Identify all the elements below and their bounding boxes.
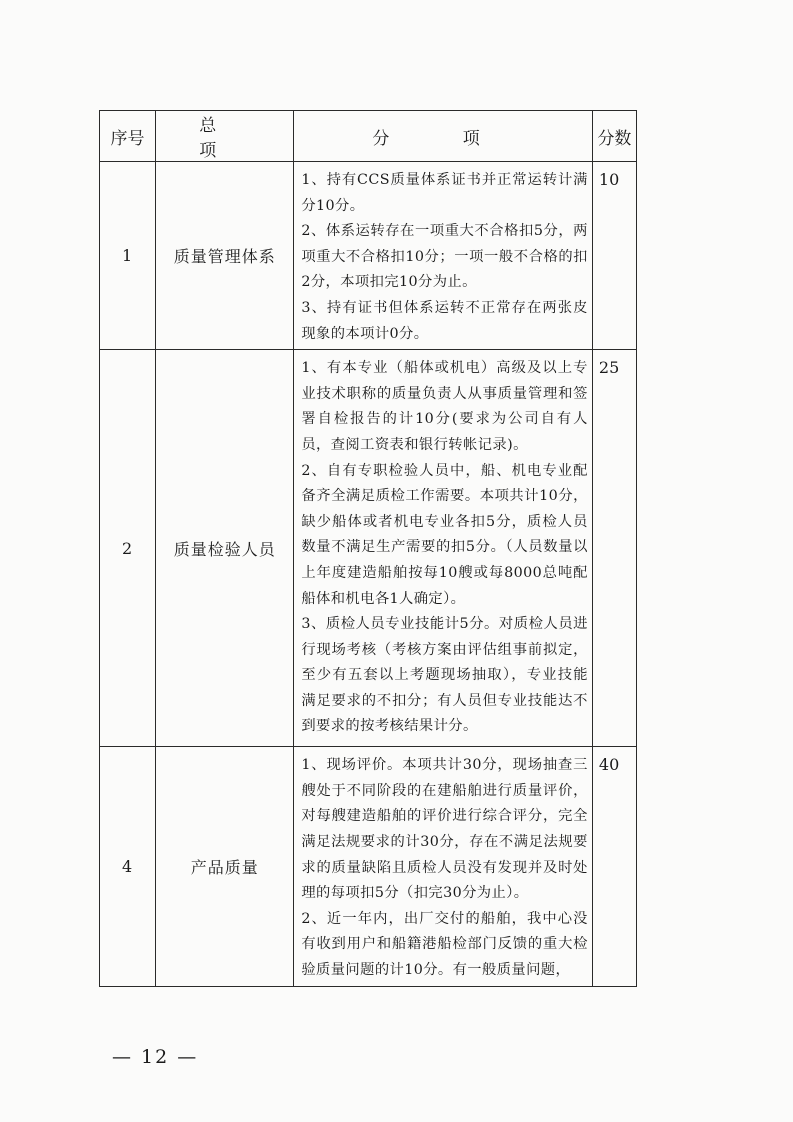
- row-index: 2: [100, 350, 156, 747]
- row-index: 1: [100, 162, 156, 350]
- row-category: 质量管理体系: [156, 162, 294, 350]
- item-paragraph: 1、有本专业（船体或机电）高级及以上专业技术职称的质量负责人从事质量管理和签署自检报告的计10分(要求为公司自有人员，查阅工资表和银行转帐记录)。: [301, 360, 588, 453]
- row-score: 10: [592, 162, 636, 350]
- header-category: 总 项: [156, 111, 294, 162]
- header-index: 序号: [100, 111, 156, 162]
- table-row: [100, 162, 637, 350]
- item-paragraph: 2、体系运转存在一项重大不合格扣5分，两项重大不合格扣10分；一项一般不合格的扣2分，本项扣完10分为止。: [301, 223, 588, 291]
- row-category: 产品质量: [156, 747, 294, 987]
- page-number: — 12 —: [112, 1046, 199, 1068]
- row-score: 25: [592, 350, 636, 747]
- item-paragraph: 2、自有专职检验人员中，船、机电专业配备齐全满足质检工作需要。本项共计10分，缺少船体或者机电专业各扣5分，质检人员数量不满足生产需要的扣5分。（人员数量以上年度建造船舶按每10艘或每8000总吨配船体和机电各1人确定）。: [301, 462, 588, 607]
- table-row: [100, 350, 637, 747]
- row-index: 4: [100, 747, 156, 987]
- item-paragraph: 3、持有证书但体系运转不正常存在两张皮现象的本项计0分。: [301, 299, 588, 342]
- item-paragraph: 3、质检人员专业技能计5分。对质检人员进行现场考核（考核方案由评估组事前拟定，至少有五套以上考题现场抽取），专业技能满足要求的不扣分；有人员但专业技能达不到要求的按考核结果计分。: [301, 616, 588, 735]
- row-score: 40: [592, 747, 636, 987]
- item-paragraph: 1、现场评价。本项共计30分，现场抽查三艘处于不同阶段的在建船舶进行质量评价，对每艘建造船舶的评价进行综合评分，完全满足法规要求的计30分，存在不满足法规要求的质量缺陷且质检人员没有发现并及时处理的每项扣5分（扣完30分为止）。: [301, 757, 588, 902]
- item-paragraph: 1、持有CCS质量体系证书并正常运转计满分10分。: [301, 172, 588, 214]
- row-items: [294, 747, 593, 987]
- table-row: [100, 747, 637, 987]
- row-category: 质量检验人员: [156, 350, 294, 747]
- row-items: [294, 350, 593, 747]
- header-item: 分 项: [294, 111, 593, 162]
- table-header-row: [100, 111, 637, 162]
- scoring-table: [99, 110, 637, 987]
- item-paragraph: 2、近一年内，出厂交付的船舶，我中心没有收到用户和船籍港船检部门反馈的重大检验质量问题的计10分。有一般质量问题，: [301, 910, 588, 978]
- header-score: 分数: [592, 111, 636, 162]
- row-items: [294, 162, 593, 350]
